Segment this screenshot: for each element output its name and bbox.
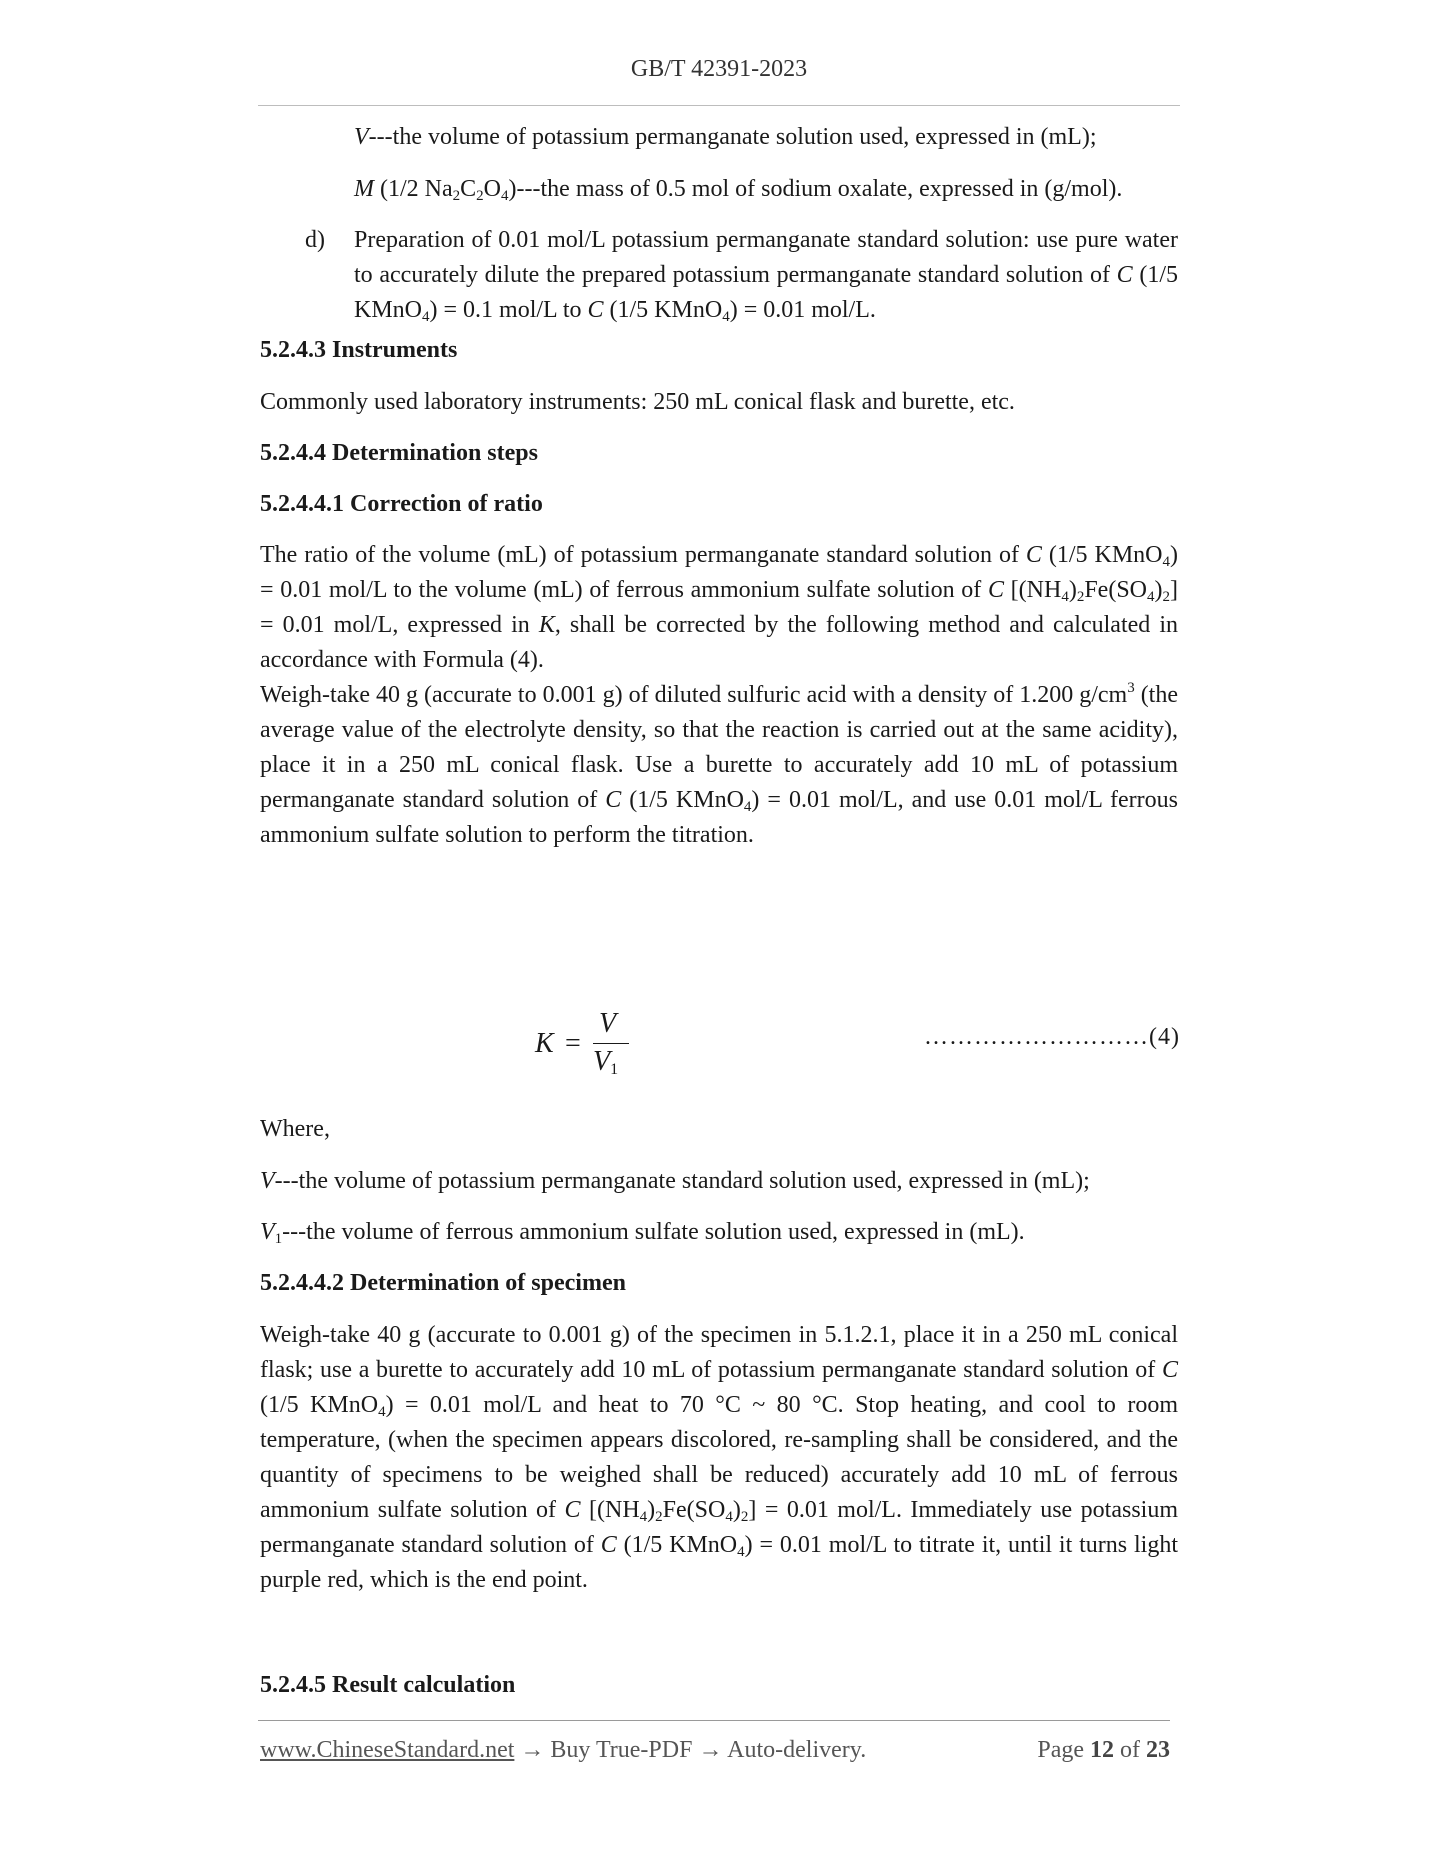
definition-v1-ferrous: $V_1--$-the volume of ferrous ammonium sulfate solution used, expressed in (mL). — [260, 1219, 1025, 1247]
buy-pdf-text: Buy True-PDF — [550, 1737, 693, 1763]
formula-denominator: $V_1$ — [593, 1046, 619, 1078]
ratio-paragraph: The ratio of the volume (mL) of potassium permanganate standard solution of C (1/5 KMnO$_4$) = 0.01 mol/L to the volume (mL) of ferrous ammonium sulfate solution of C $[(NH_4)_2Fe(SO_4)_2] = 0.01$ mol/L, expressed in K, shall be corrected by the following method and calculated in accordance with Formula (4). — [260, 542, 1179, 673]
where-label: Where, — [260, 1116, 330, 1142]
formula-lhs: K — [535, 1028, 554, 1059]
arrow-icon: → — [698, 1737, 723, 1763]
specimen-paragraph: Weigh-take 40 g (accurate to 0.001 g) of the specimen in 5.1.2.1, place it in a 250 mL conical flask; use a burette to accurately add 10 mL of potassium permanganate standard solution of C (1/5 KMnO$_4$) = 0.01 mol/L and heat to 70 °C ~ 80 °C. Stop heating, and cool to room temperature, (when the specimen appears discolored, re-sampling shall be considered, and the quantity of specimens to be weighed shall be reduced) accurately add 10 mL of ferrous ammonium sulfate solution of C $[(NH_4)_2Fe(SO_4)_2] = 0.01$ mol/L. Immediately use potassium permanganate standard solution of C (1/5 KMnO$_4$) = 0.01 mol/L to titrate it, until it turns light purple red, which is the end point. — [260, 1322, 1179, 1593]
document-header: GB/T 42391-2023 — [630, 56, 808, 82]
arrow-icon: → — [520, 1737, 545, 1763]
instruments-paragraph: Commonly used laboratory instruments: 250 mL conical flask and burette, etc. — [260, 389, 1015, 415]
header-divider — [258, 105, 1180, 106]
section-heading-determination-of-specimen: 5.2.4.4.2 Determination of specimen — [260, 1270, 626, 1296]
formula-numerator: V — [599, 1008, 617, 1039]
page-number: Page 12 of 23 — [1037, 1737, 1170, 1763]
definition-v-standard-solution: V---the volume of potassium permanganate standard solution used, expressed in (mL); — [260, 1168, 1090, 1194]
section-heading-correction-of-ratio: 5.2.4.4.1 Correction of ratio — [260, 491, 543, 517]
section-heading-determination-steps: 5.2.4.4 Determination steps — [260, 440, 538, 466]
list-item-d-preparation: Preparation of 0.01 mol/L potassium permanganate standard solution: use pure water to accurately dilute the prepared potassium permanganate standard solution of C (1/5 KMnO$_4$) = 0.1 mol/L to C (1/5 KMnO$_4$) = 0.01 mol/L. — [354, 227, 1178, 325]
footer-promo — [260, 1737, 866, 1764]
section-heading-instruments: 5.2.4.3 Instruments — [260, 337, 458, 363]
weigh-acid-paragraph: Weigh-take 40 g (accurate to 0.001 g) of diluted sulfuric acid with a density of 1.200 $g/cm^3$ (the average value of the electrolyte density, so that the reaction is carried out at the same acidity), place it in a 250 mL conical flask. Use a burette to accurately add 10 mL of potassium permanganate standard solution of C (1/5 KMnO$_4$) = 0.01 mol/L, and use 0.01 mol/L ferrous ammonium sulfate solution to perform the titration. — [260, 680, 1179, 848]
definition-m-sodium-oxalate: M (1/2 $Na_2C_2O_4)--$-the mass of 0.5 mol of sodium oxalate, expressed in (g/mol). — [354, 176, 1123, 204]
formula-4 — [535, 1008, 645, 1078]
definition-v-permanganate: V---the volume of potassium permanganate solution used, expressed in (mL); — [354, 124, 1097, 150]
formula-equals: = — [565, 1028, 581, 1059]
formula-fraction-bar — [593, 1043, 629, 1044]
footer-divider — [258, 1720, 1170, 1721]
auto-delivery-text: Auto-delivery. — [727, 1737, 867, 1763]
website-link[interactable]: www.ChineseStandard.net — [260, 1737, 515, 1763]
list-item-letter-d: d) — [305, 227, 325, 253]
formula-number: ………………………(4) — [924, 1024, 1180, 1050]
section-heading-result-calculation: 5.2.4.5 Result calculation — [260, 1672, 516, 1698]
